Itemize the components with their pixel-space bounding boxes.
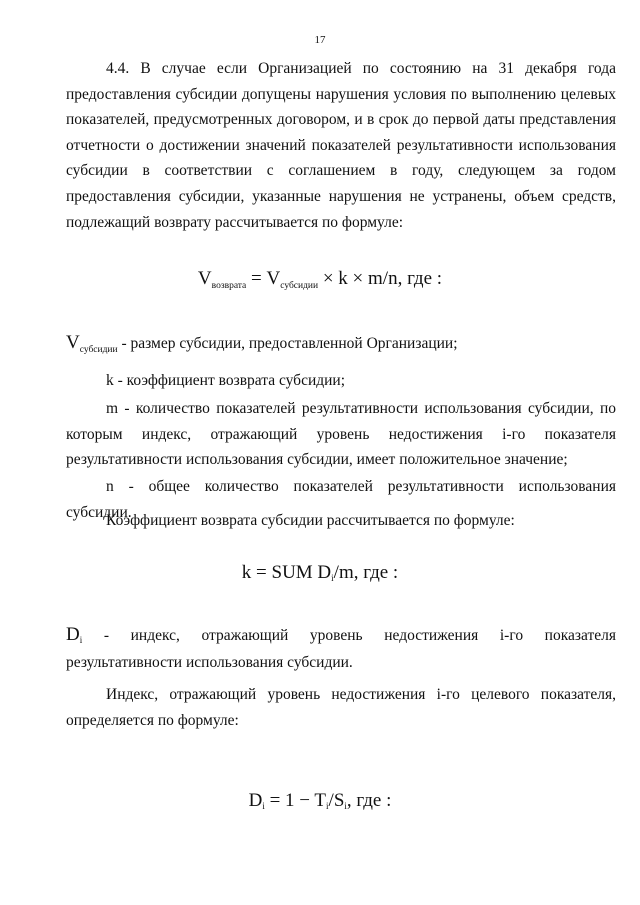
page-number: 17 [314, 34, 326, 46]
formula-v-symbol: V [197, 268, 212, 289]
definition-k: k - коэффициент возврата субсидии; [106, 372, 346, 389]
definition-m: m - количество показателей результативности использования субсидии, по которым индекс, отражающий уровень недостижения i-го показателя результативности использования субсидии, имеет положительное значение; [66, 400, 616, 469]
formula-sub-subsidy: субсидии [280, 281, 319, 291]
formula2-left: k = SUM D [241, 562, 332, 583]
def-d-symbol: D [66, 624, 80, 645]
formula3-slash: /S [328, 790, 345, 811]
def-d-sub: i [79, 635, 83, 645]
formula3-sub1: i [262, 801, 265, 811]
formula3-d: D [248, 790, 263, 811]
definition-d-line1 [66, 624, 616, 646]
coefficient-intro: Коэффициент возврата субсидии рассчитывается по формуле: [106, 512, 515, 529]
formula-eq: = [251, 268, 262, 289]
formula-sub-return: возврата [211, 281, 247, 291]
formula-coefficient [0, 562, 640, 584]
formula2-sub: i [331, 573, 334, 583]
formula3-mid: = 1 − T [269, 790, 327, 811]
formula-v-symbol-2: V [266, 268, 281, 289]
formula-rest: × k × m/n, где : [322, 268, 443, 289]
def-v-symbol: V [66, 332, 80, 353]
formula-return-volume [0, 268, 640, 291]
def-v-sub: субсидии [79, 345, 118, 355]
definition-n: n - общее количество показателей результативности использования субсидии. [66, 478, 616, 521]
formula3-sub2: i [326, 801, 329, 811]
formula3-sub3: i [344, 801, 347, 811]
paragraph-4-4: 4.4. В случае если Организацией по состоянию на 31 декабря года предоставления субсидии допущены нарушения условия по выполнению целевых показателей, предусмотренных договором, и в срок до первой даты представления отчетности о достижении значений показателей результативности использования субсидии в соответствии с соглашением в году, следующем за годом предоставления субсидии, указанные нарушения не устранены, объем средств, подлежащий возврату рассчитывается по формуле: [66, 60, 616, 231]
index-intro: Индекс, отражающий уровень недостижения i-го целевого показателя, определяется по формуле: [66, 686, 616, 729]
definition-d-line2: результативности использования субсидии. [66, 654, 353, 671]
formula-index [0, 790, 640, 812]
formula2-right: /m, где : [333, 562, 399, 583]
definition-v [66, 332, 616, 355]
def-v-text: - размер субсидии, предоставленной Организации; [121, 335, 458, 352]
def-d-text: - индекс, отражающий уровень недостижения i-го показателя [103, 627, 617, 644]
formula3-end: , где : [346, 790, 392, 811]
